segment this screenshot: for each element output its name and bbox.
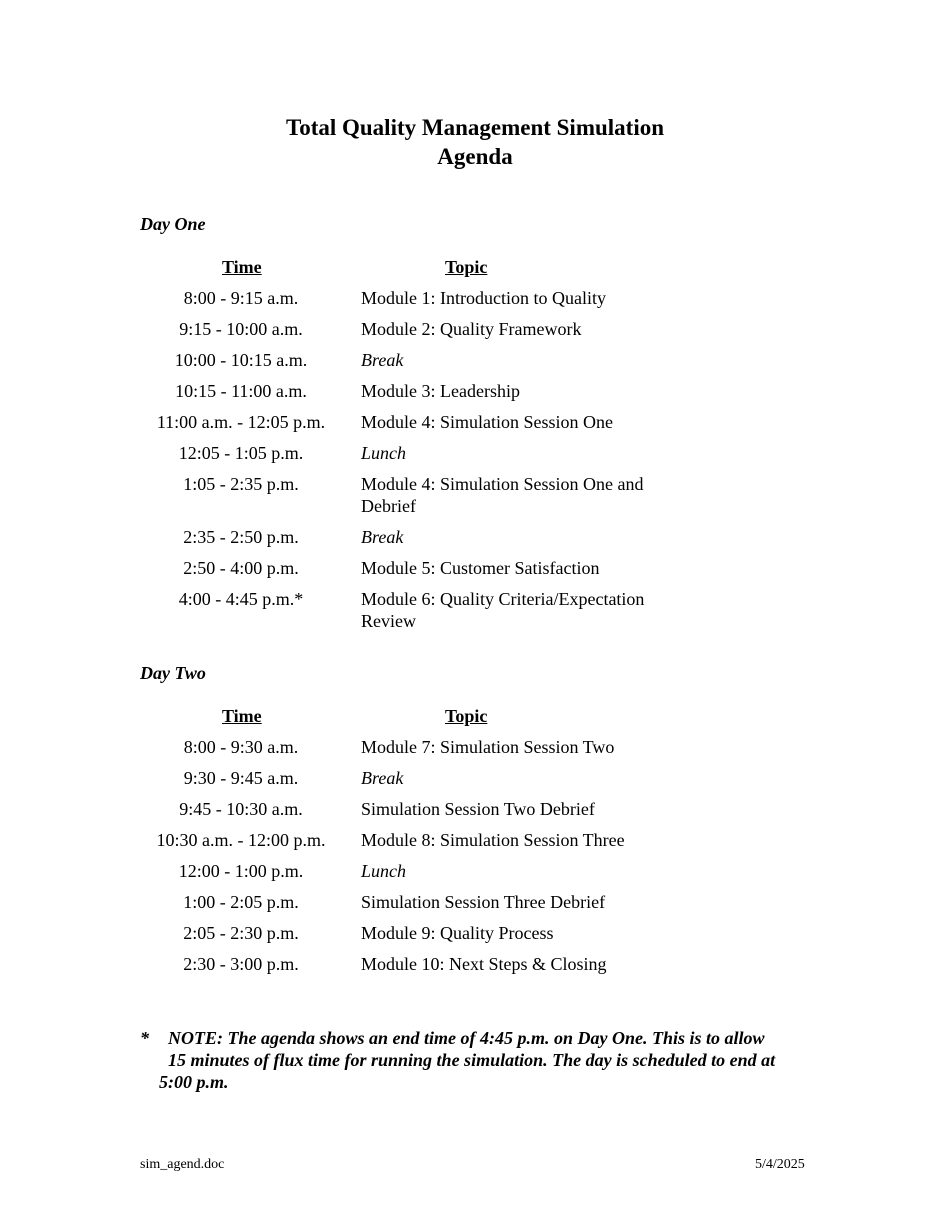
row-topic: Module 1: Introduction to Quality (361, 288, 606, 308)
day-two-heading: Day Two (140, 663, 206, 683)
schedule-row (140, 588, 700, 632)
schedule-row (140, 442, 700, 464)
row-topic: Module 8: Simulation Session Three (361, 830, 625, 850)
row-time: 12:00 - 1:00 p.m. (178, 861, 304, 881)
note-marker: * (140, 1028, 149, 1048)
row-time: 4:00 - 4:45 p.m.* (178, 589, 304, 609)
schedule-row (140, 557, 700, 579)
row-topic: Module 10: Next Steps & Closing (361, 954, 607, 974)
row-topic: Break (361, 768, 404, 788)
row-time: 11:00 a.m. - 12:05 p.m. (156, 412, 326, 432)
row-time: 9:45 - 10:30 a.m. (179, 799, 303, 819)
note-line-2: 15 minutes of flux time for running the simulation. The day is scheduled to end at (168, 1050, 776, 1070)
schedule-row (140, 798, 700, 820)
document-subtitle: Agenda (437, 144, 513, 169)
row-topic: Lunch (361, 861, 406, 881)
row-time: 2:30 - 3:00 p.m. (183, 954, 299, 974)
schedule-row (140, 349, 700, 371)
row-time: 10:00 - 10:15 a.m. (174, 350, 308, 370)
footer-filename: sim_agend.doc (140, 1157, 225, 1172)
document-title: Total Quality Management Simulation (285, 115, 665, 140)
day-one-time-header: Time (222, 257, 262, 277)
row-time: 8:00 - 9:15 a.m. (183, 288, 299, 308)
schedule-row (140, 922, 700, 944)
row-time: 2:35 - 2:50 p.m. (183, 527, 299, 547)
schedule-row (140, 287, 700, 309)
row-topic: Module 4: Simulation Session One (361, 412, 613, 432)
footer-date: 5/4/2025 (755, 1157, 805, 1172)
row-topic: Module 4: Simulation Session One and Debrief (361, 474, 644, 516)
schedule-row (140, 411, 700, 433)
day-one-schedule (140, 287, 700, 641)
note-text (140, 1027, 820, 1093)
row-topic: Module 9: Quality Process (361, 923, 554, 943)
note-line-1: NOTE: The agenda shows an end time of 4:45 p.m. on Day One. This is to allow (168, 1028, 765, 1048)
row-topic: Module 2: Quality Framework (361, 319, 582, 339)
row-time: 10:30 a.m. - 12:00 p.m. (156, 830, 326, 850)
schedule-row (140, 380, 700, 402)
row-topic: Module 6: Quality Criteria/Expectation Review (361, 589, 645, 631)
row-time: 1:05 - 2:35 p.m. (183, 474, 299, 494)
row-topic: Simulation Session Two Debrief (361, 799, 595, 819)
schedule-row (140, 526, 700, 548)
day-one-topic-header: Topic (445, 257, 488, 277)
row-topic: Break (361, 527, 404, 547)
schedule-row (140, 953, 700, 975)
day-two-schedule (140, 736, 700, 984)
schedule-row (140, 318, 700, 340)
row-time: 1:00 - 2:05 p.m. (183, 892, 299, 912)
row-topic: Break (361, 350, 404, 370)
row-time: 8:00 - 9:30 a.m. (183, 737, 299, 757)
note-line-3: 5:00 p.m. (159, 1072, 229, 1092)
row-time: 9:30 - 9:45 a.m. (183, 768, 299, 788)
row-topic: Lunch (361, 443, 406, 463)
row-topic: Module 7: Simulation Session Two (361, 737, 615, 757)
row-time: 2:50 - 4:00 p.m. (183, 558, 299, 578)
schedule-row (140, 473, 700, 517)
row-topic: Simulation Session Three Debrief (361, 892, 606, 912)
row-topic: Module 3: Leadership (361, 381, 520, 401)
row-time: 12:05 - 1:05 p.m. (178, 443, 304, 463)
row-time: 10:15 - 11:00 a.m. (175, 381, 307, 401)
row-topic: Module 5: Customer Satisfaction (361, 558, 600, 578)
agenda-note (140, 1027, 820, 1093)
day-two-topic-header: Topic (445, 706, 488, 726)
schedule-row (140, 829, 700, 851)
day-two-time-header: Time (222, 706, 262, 726)
row-time: 2:05 - 2:30 p.m. (183, 923, 299, 943)
schedule-row (140, 860, 700, 882)
schedule-row (140, 891, 700, 913)
row-time: 9:15 - 10:00 a.m. (179, 319, 303, 339)
schedule-row (140, 767, 700, 789)
schedule-row (140, 736, 700, 758)
day-one-heading: Day One (140, 214, 206, 234)
